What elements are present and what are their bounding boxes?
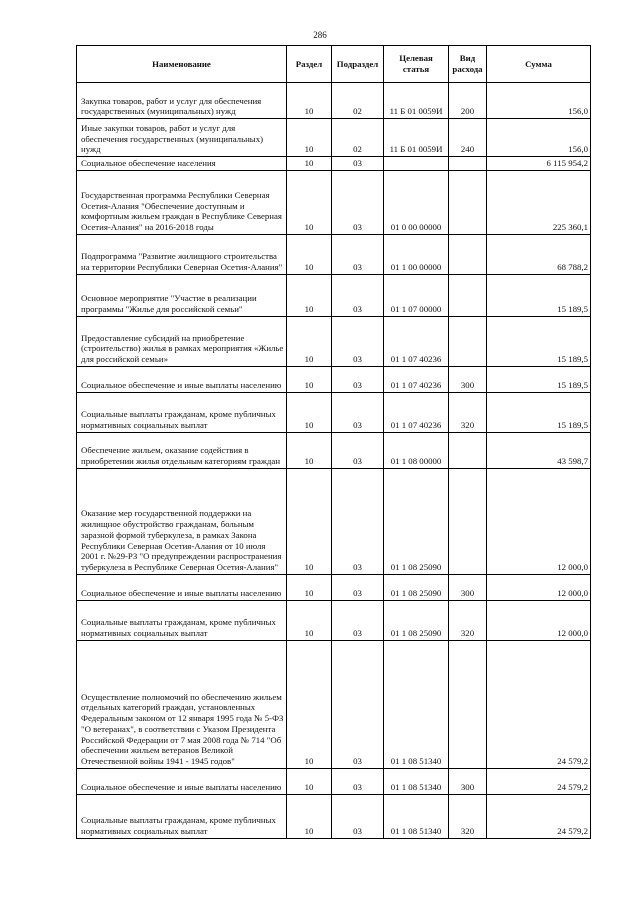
cell-target: 01 1 07 40236 <box>384 366 449 392</box>
cell-expense: 300 <box>449 574 487 600</box>
table-row <box>77 640 591 768</box>
table-row <box>77 468 591 574</box>
cell-sum: 225 360,1 <box>487 170 591 234</box>
cell-expense: 300 <box>449 366 487 392</box>
cell-expense: 320 <box>449 392 487 432</box>
table-row <box>77 768 591 794</box>
cell-subsection: 03 <box>332 432 384 468</box>
cell-section: 10 <box>287 768 332 794</box>
cell-expense <box>449 234 487 274</box>
cell-sum: 12 000,0 <box>487 600 591 640</box>
cell-subsection: 03 <box>332 157 384 171</box>
table-row <box>77 794 591 838</box>
cell-sum: 15 189,5 <box>487 316 591 366</box>
cell-target: 01 1 08 25090 <box>384 468 449 574</box>
cell-name: Предоставление субсидий на приобретение (строительство) жилья в рамках мероприятия «Жилье для российской семьи» <box>77 316 287 366</box>
cell-name: Социальные выплаты гражданам, кроме публичных нормативных социальных выплат <box>77 794 287 838</box>
cell-sum: 156,0 <box>487 119 591 157</box>
cell-expense: 320 <box>449 600 487 640</box>
cell-sum: 43 598,7 <box>487 432 591 468</box>
cell-sum: 24 579,2 <box>487 794 591 838</box>
cell-expense <box>449 432 487 468</box>
table-row <box>77 83 591 119</box>
cell-target <box>384 157 449 171</box>
cell-subsection: 03 <box>332 366 384 392</box>
table-row <box>77 316 591 366</box>
cell-section: 10 <box>287 119 332 157</box>
header-expense: Вид расхода <box>449 46 487 83</box>
cell-section: 10 <box>287 83 332 119</box>
header-section: Раздел <box>287 46 332 83</box>
cell-section: 10 <box>287 794 332 838</box>
cell-target: 01 0 00 00000 <box>384 170 449 234</box>
cell-subsection: 02 <box>332 83 384 119</box>
cell-sum: 156,0 <box>487 83 591 119</box>
cell-section: 10 <box>287 468 332 574</box>
cell-sum: 15 189,5 <box>487 366 591 392</box>
page-number: 286 <box>313 30 327 40</box>
cell-name: Оказание мер государственной поддержки на жилищное обустройство гражданам, больным заразной формой туберкулеза, в рамках Закона Республики Северная Осетия-Алания от 10 июля 2001 г. №29-РЗ "О предупреждении распространения туберкулеза в Республике Северная Осетия-Алания" <box>77 468 287 574</box>
cell-expense: 320 <box>449 794 487 838</box>
cell-name: Иные закупки товаров, работ и услуг для обеспечения государственных (муниципальных) нужд <box>77 119 287 157</box>
table-row <box>77 574 591 600</box>
cell-subsection: 03 <box>332 768 384 794</box>
cell-target: 11 Б 01 0059И <box>384 83 449 119</box>
cell-sum: 12 000,0 <box>487 468 591 574</box>
table-row <box>77 600 591 640</box>
cell-section: 10 <box>287 234 332 274</box>
table-row <box>77 170 591 234</box>
cell-section: 10 <box>287 316 332 366</box>
cell-sum: 12 000,0 <box>487 574 591 600</box>
cell-name: Основное мероприятие "Участие в реализации программы "Жилье для российской семьи" <box>77 274 287 316</box>
cell-name: Подпрограмма "Развитие жилищного строительства на территории Республики Северная Осетия-Алания" <box>77 234 287 274</box>
cell-name: Социальное обеспечение и иные выплаты населению <box>77 366 287 392</box>
cell-target: 01 1 07 40236 <box>384 316 449 366</box>
table-row <box>77 157 591 171</box>
table-row <box>77 432 591 468</box>
cell-subsection: 03 <box>332 274 384 316</box>
cell-target: 01 1 08 51340 <box>384 794 449 838</box>
cell-sum: 15 189,5 <box>487 392 591 432</box>
cell-name: Социальное обеспечение и иные выплаты населению <box>77 768 287 794</box>
cell-expense: 300 <box>449 768 487 794</box>
cell-subsection: 03 <box>332 468 384 574</box>
cell-section: 10 <box>287 574 332 600</box>
cell-name: Государственная программа Республики Северная Осетия-Алания "Обеспечение доступным и комфортным жильем граждан в Республике Северная Осетия-Алания" на 2016-2018 годы <box>77 170 287 234</box>
cell-subsection: 03 <box>332 574 384 600</box>
cell-expense: 240 <box>449 119 487 157</box>
header-name: Наименование <box>77 46 287 83</box>
cell-expense <box>449 274 487 316</box>
cell-sum: 6 115 954,2 <box>487 157 591 171</box>
cell-expense <box>449 468 487 574</box>
table-header-row <box>77 46 591 83</box>
cell-section: 10 <box>287 600 332 640</box>
cell-name: Обеспечение жильем, оказание содействия в приобретении жилья отдельным категориям граждан <box>77 432 287 468</box>
cell-name: Осуществление полномочий по обеспечению жильем отдельных категорий граждан, установленных Федеральным законом от 12 января 1995 года № 5-ФЗ "О ветеранах", в соответствии с Указом Президента Российской Федерации от 7 мая 2008 года № 714 "Об обеспечении жильем ветеранов Великой Отечественной войны 1941 - 1945 годов" <box>77 640 287 768</box>
cell-subsection: 03 <box>332 640 384 768</box>
header-target: Целевая статья <box>384 46 449 83</box>
table-row <box>77 392 591 432</box>
cell-section: 10 <box>287 366 332 392</box>
cell-expense <box>449 170 487 234</box>
table-row <box>77 366 591 392</box>
cell-subsection: 03 <box>332 316 384 366</box>
cell-sum: 24 579,2 <box>487 640 591 768</box>
cell-target: 01 1 08 51340 <box>384 640 449 768</box>
cell-subsection: 03 <box>332 600 384 640</box>
cell-target: 11 Б 01 0059И <box>384 119 449 157</box>
cell-section: 10 <box>287 432 332 468</box>
cell-section: 10 <box>287 170 332 234</box>
cell-name: Социальное обеспечение и иные выплаты населению <box>77 574 287 600</box>
cell-target: 01 1 00 00000 <box>384 234 449 274</box>
cell-target: 01 1 08 25090 <box>384 600 449 640</box>
cell-sum: 24 579,2 <box>487 768 591 794</box>
cell-sum: 68 788,2 <box>487 234 591 274</box>
cell-target: 01 1 08 00000 <box>384 432 449 468</box>
cell-subsection: 02 <box>332 119 384 157</box>
cell-subsection: 03 <box>332 392 384 432</box>
cell-name: Социальные выплаты гражданам, кроме публичных нормативных социальных выплат <box>77 392 287 432</box>
cell-subsection: 03 <box>332 170 384 234</box>
cell-sum: 15 189,5 <box>487 274 591 316</box>
cell-target: 01 1 08 51340 <box>384 768 449 794</box>
table-row <box>77 234 591 274</box>
cell-target: 01 1 08 25090 <box>384 574 449 600</box>
cell-section: 10 <box>287 392 332 432</box>
cell-subsection: 03 <box>332 794 384 838</box>
table-row <box>77 119 591 157</box>
cell-target: 01 1 07 00000 <box>384 274 449 316</box>
cell-expense: 200 <box>449 83 487 119</box>
table-row <box>77 274 591 316</box>
header-sum: Сумма <box>487 46 591 83</box>
cell-expense <box>449 640 487 768</box>
budget-table <box>76 45 591 839</box>
cell-expense <box>449 157 487 171</box>
cell-subsection: 03 <box>332 234 384 274</box>
cell-name: Закупка товаров, работ и услуг для обеспечения государственных (муниципальных) нужд <box>77 83 287 119</box>
cell-expense <box>449 316 487 366</box>
cell-section: 10 <box>287 640 332 768</box>
cell-name: Социальное обеспечение населения <box>77 157 287 171</box>
cell-name: Социальные выплаты гражданам, кроме публичных нормативных социальных выплат <box>77 600 287 640</box>
cell-target: 01 1 07 40236 <box>384 392 449 432</box>
header-subsection: Подраздел <box>332 46 384 83</box>
cell-section: 10 <box>287 274 332 316</box>
cell-section: 10 <box>287 157 332 171</box>
